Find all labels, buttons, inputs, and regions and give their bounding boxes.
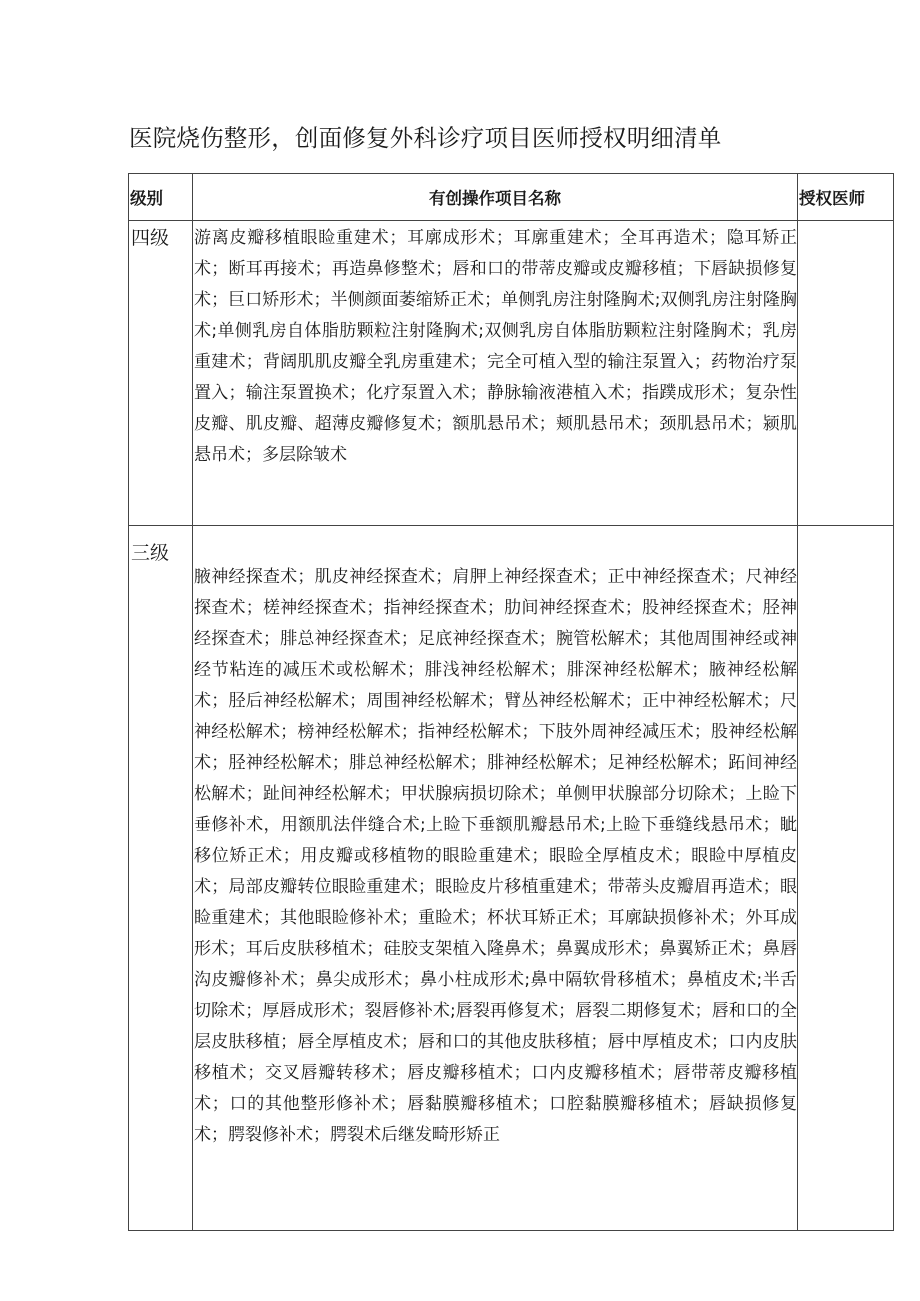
row-authorized-doctor	[798, 221, 894, 526]
header-authorized-doctor: 授权医师	[798, 174, 894, 221]
row-level: 四级	[129, 221, 193, 526]
header-procedure-name: 有创操作项目名称	[193, 174, 798, 221]
header-level: 级别	[129, 174, 193, 221]
row-procedures: 游离皮瓣移植眼睑重建术；耳廓成形术；耳廓重建术；全耳再造术；隐耳矫正术；断耳再接术；再造鼻修整术；唇和口的带蒂皮瓣或皮瓣移植；下唇缺损修复术；巨口矫形术；半侧颜面萎缩矫正术；单侧乳房注射隆胸术;双侧乳房注射隆胸术;单侧乳房自体脂肪颗粒注射隆胸术;双侧乳房自体脂肪颗粒注射隆胸术；乳房重建术；背阔肌肌皮瓣全乳房重建术；完全可植入型的输注泵置入；药物治疗泵置入；输注泵置换术；化疗泵置入术；静脉输液港植入术；指蹼成形术；复杂性皮瓣、肌皮瓣、超薄皮瓣修复术；额肌悬吊术；颊肌悬吊术；颈肌悬吊术；颍肌悬吊术；多层除皱术	[193, 221, 798, 526]
table-row	[129, 526, 894, 1231]
authorization-table	[128, 173, 894, 1231]
row-authorized-doctor	[798, 526, 894, 1231]
table-row	[129, 221, 894, 526]
table-header-row	[129, 174, 894, 221]
document-title: 医院烧伤整形，创面修复外科诊疗项目医师授权明细清单	[129, 124, 722, 152]
row-procedures: 腋神经探查术；肌皮神经探查术；肩胛上神经探查术；正中神经探查术；尺神经探查术；槎神经探查术；指神经探查术；肋间神经探查术；股神经探查术；胫神经探查术；腓总神经探查术；足底神经探查术；腕管松解术；其他周围神经或神经节粘连的减压术或松解术；腓浅神经松解术；腓深神经松解术；腋神经松解术；胫后神经松解术；周围神经松解术；臂丛神经松解术；正中神经松解术；尺神经松解术；榜神经松解术；指神经松解术；下肢外周神经减压术；股神经松解术；胫神经松解术；腓总神经松解术；腓神经松解术；足神经松解术；跖间神经松解术；趾间神经松解术；甲状腺病损切除术；单侧甲状腺部分切除术；上睑下垂修补术，用额肌法伴缝合术;上睑下垂额肌瓣悬吊术;上睑下垂缝线悬吊术；眦移位矫正术；用皮瓣或移植物的眼睑重建术；眼睑全厚植皮术；眼睑中厚植皮术；局部皮瓣转位眼睑重建术；眼睑皮片移植重建术；带蒂头皮瓣眉再造术；眼睑重建术；其他眼睑修补术；重睑术；杯状耳矫正术；耳廓缺损修补术；外耳成形术；耳后皮肤移植术；硅胶支架植入隆鼻术；鼻翼成形术；鼻翼矫正术；鼻唇沟皮瓣修补术；鼻尖成形术；鼻小柱成形术;鼻中隔软骨移植术；鼻植皮术;半舌切除术；厚唇成形术；裂唇修补术;唇裂再修复术；唇裂二期修复术；唇和口的全层皮肤移植；唇全厚植皮术；唇和口的其他皮肤移植；唇中厚植皮术；口内皮肤移植术；交叉唇瓣转移术；唇皮瓣移植术；口内皮瓣移植术；唇带蒂皮瓣移植术；口的其他整形修补术；唇黏膜瓣移植术；口腔黏膜瓣移植术；唇缺损修复术；腭裂修补术；腭裂术后继发畸形矫正	[193, 526, 798, 1231]
row-level: 三级	[129, 526, 193, 1231]
